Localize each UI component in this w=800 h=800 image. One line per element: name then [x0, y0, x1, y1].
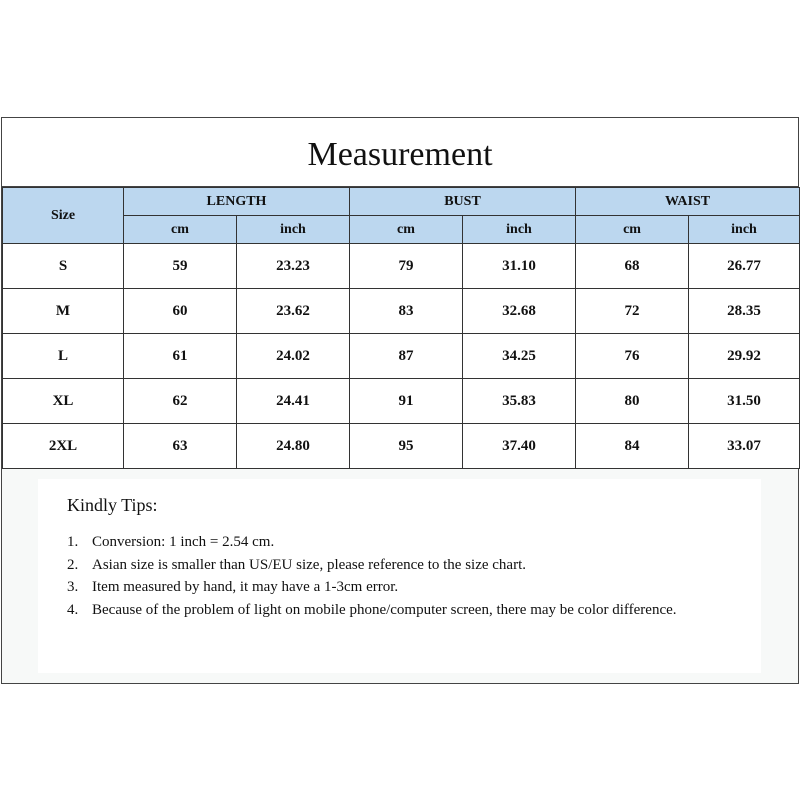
- tip-text: Item measured by hand, it may have a 1-3cm error.: [92, 579, 399, 595]
- tip-item: [67, 531, 717, 554]
- value-cell: 59: [124, 244, 237, 289]
- size-cell: S: [3, 244, 124, 289]
- value-cell: 23.23: [237, 244, 350, 289]
- bust-header: BUST: [350, 188, 576, 216]
- value-cell: 84: [576, 424, 689, 469]
- table-row: [3, 289, 800, 334]
- value-cell: 63: [124, 424, 237, 469]
- tip-item: [67, 576, 717, 599]
- value-cell: 28.35: [689, 289, 800, 334]
- value-cell: 24.02: [237, 334, 350, 379]
- chart-title: Measurement: [2, 118, 798, 187]
- header-row-groups: [3, 188, 800, 216]
- tip-text: Conversion: 1 inch = 2.54 cm.: [92, 534, 275, 550]
- value-cell: 72: [576, 289, 689, 334]
- tip-item: [67, 599, 717, 622]
- size-cell: 2XL: [3, 424, 124, 469]
- value-cell: 83: [350, 289, 463, 334]
- size-chart: [1, 117, 799, 684]
- value-cell: 80: [576, 379, 689, 424]
- unit-header: cm: [576, 216, 689, 244]
- unit-header: cm: [350, 216, 463, 244]
- waist-header: WAIST: [576, 188, 800, 216]
- value-cell: 31.50: [689, 379, 800, 424]
- value-cell: 37.40: [463, 424, 576, 469]
- tip-number: 3.: [67, 579, 79, 595]
- size-header: Size: [3, 188, 124, 244]
- value-cell: 62: [124, 379, 237, 424]
- table-row: [3, 424, 800, 469]
- table-row: [3, 379, 800, 424]
- value-cell: 79: [350, 244, 463, 289]
- value-cell: 35.83: [463, 379, 576, 424]
- value-cell: 23.62: [237, 289, 350, 334]
- unit-header: inch: [689, 216, 800, 244]
- value-cell: 29.92: [689, 334, 800, 379]
- value-cell: 61: [124, 334, 237, 379]
- unit-header: cm: [124, 216, 237, 244]
- tip-number: 1.: [67, 534, 79, 550]
- value-cell: 33.07: [689, 424, 800, 469]
- value-cell: 68: [576, 244, 689, 289]
- value-cell: 26.77: [689, 244, 800, 289]
- tips-panel: [38, 479, 761, 673]
- value-cell: 95: [350, 424, 463, 469]
- value-cell: 24.41: [237, 379, 350, 424]
- tips-title: Kindly Tips:: [67, 495, 158, 515]
- tip-number: 4.: [67, 601, 79, 618]
- measurement-table: [2, 187, 800, 469]
- unit-header: inch: [237, 216, 350, 244]
- value-cell: 24.80: [237, 424, 350, 469]
- size-cell: XL: [3, 379, 124, 424]
- tips-list: [67, 531, 717, 621]
- value-cell: 34.25: [463, 334, 576, 379]
- table-row: [3, 244, 800, 289]
- length-header: LENGTH: [124, 188, 350, 216]
- value-cell: 87: [350, 334, 463, 379]
- unit-header: inch: [463, 216, 576, 244]
- value-cell: 32.68: [463, 289, 576, 334]
- tip-item: [67, 554, 717, 577]
- tip-text: Because of the problem of light on mobile phone/computer screen, there may be color difference.: [92, 601, 677, 618]
- size-cell: M: [3, 289, 124, 334]
- value-cell: 31.10: [463, 244, 576, 289]
- value-cell: 76: [576, 334, 689, 379]
- value-cell: 91: [350, 379, 463, 424]
- tip-number: 2.: [67, 556, 79, 573]
- table-row: [3, 334, 800, 379]
- value-cell: 60: [124, 289, 237, 334]
- size-cell: L: [3, 334, 124, 379]
- tip-text: Asian size is smaller than US/EU size, please reference to the size chart.: [92, 556, 526, 573]
